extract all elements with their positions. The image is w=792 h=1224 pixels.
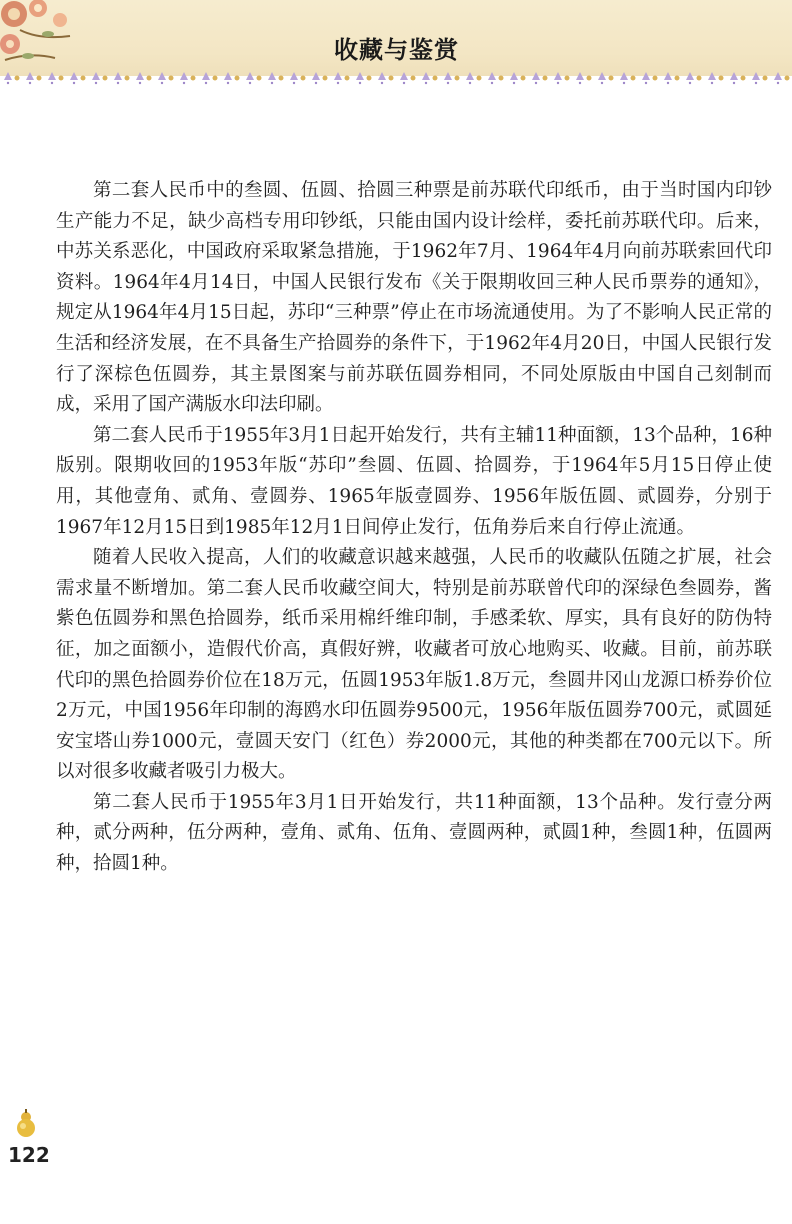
page-title: 收藏与鉴赏 (334, 36, 459, 64)
paragraph: 第二套人民币于1955年3月1日起开始发行，共有主辅11种面额，13个品种，16种版别。限期收回的1953年版“苏印”叁圆、伍圆、拾圆券，于1964年5月15日停止使用，其他壹角、贰角、壹圆券、1965年版壹圆券、1956年版伍圆、贰圆券，分别于1967年12月15日到1985年12月1日间停止发行，伍角券后来自行停止流通。 (56, 424, 772, 538)
paragraph: 第二套人民币于1955年3月1日开始发行，共11种面额，13个品种。发行壹分两种，贰分两种，伍分两种，壹角、贰角、伍角、壹圆两种，贰圆1种，叁圆1种，伍圆两种，拾圆1种。 (56, 791, 772, 875)
page-header (0, 0, 792, 76)
paragraph: 第二套人民币中的叁圆、伍圆、拾圆三种票是前苏联代印纸币，由于当时国内印钞生产能力不足，缺少高档专用印钞纸，只能由国内设计绘样，委托前苏联代印。后来，中苏关系恶化，中国政府采取紧急措施，于1962年7月、1964年4月向前苏联索回代印资料。1964年4月14日，中国人民银行发布《关于限期收回三种人民币票券的通知》，规定从1964年4月15日起，苏印“三种票”停止在市场流通使用。为了不影响人民正常的生活和经济发展，在不具备生产拾圆券的条件下，于1962年4月20日，中国人民银行发行了深棕色伍圆券，其主景图案与前苏联伍圆券相同，不同处原版由中国自己刻制而成，采用了国产满版水印法印刷。 (56, 180, 772, 416)
flower-decoration-icon (0, 0, 90, 70)
paragraph: 随着人民收入提高，人们的收藏意识越来越强，人民币的收藏队伍随之扩展，社会需求量不断增加。第二套人民币收藏空间大，特别是前苏联曾代印的深绿色叁圆券，酱紫色伍圆券和黑色拾圆券，纸币采用棉纤维印制，手感柔软、厚实，具有良好的防伪特征，加之面额小，造假代价高，真假好辨，收藏者可放心地购买、收藏。目前，前苏联代印的黑色拾圆券价位在18万元，伍圆1953年版1.8万元，叁圆井冈山龙源口桥券价位2万元，中国1956年印制的海鸥水印伍圆券9500元，1956年版伍圆券700元，贰圆延安宝塔山券1000元，壹圆天安门（红色）券2000元，其他的种类都在700元以下。所以对很多收藏者吸引力极大。 (56, 547, 772, 783)
decorative-border-band (0, 66, 792, 88)
page-number: 122 (8, 1143, 50, 1167)
gourd-icon (10, 1107, 42, 1139)
article-body (56, 176, 772, 880)
